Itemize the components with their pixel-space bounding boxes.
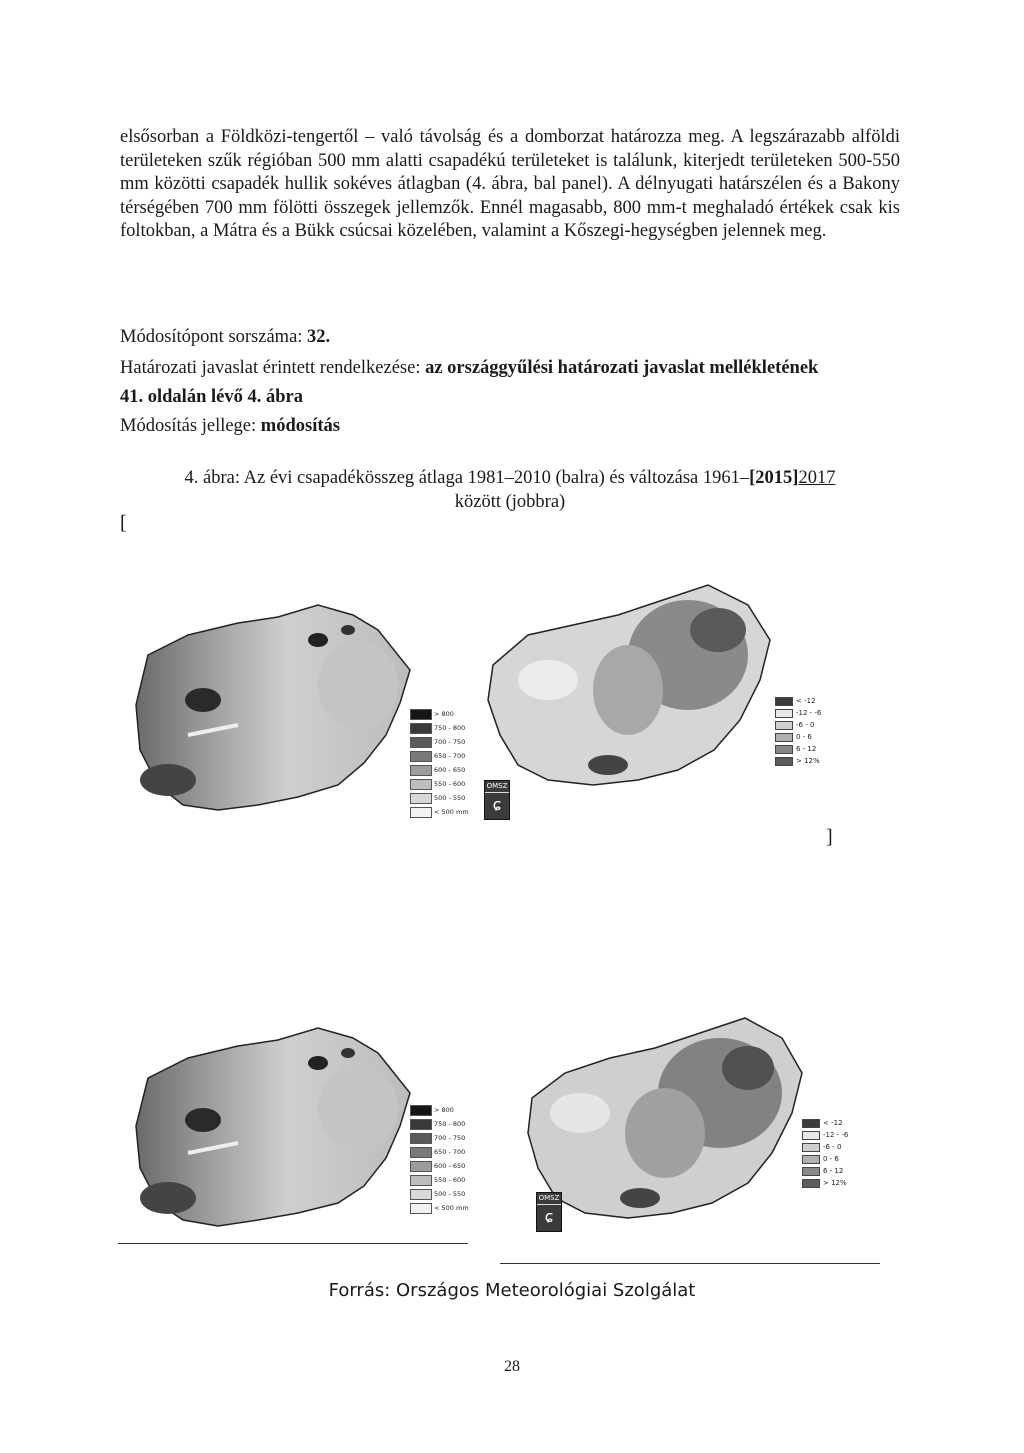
legend-item: < 500 mm: [410, 805, 469, 819]
legend-item: 6 - 12: [775, 743, 821, 755]
legend-item: 700 - 750: [410, 735, 469, 749]
legend-item: > 800: [410, 707, 469, 721]
legend-item: 0 - 6: [775, 731, 821, 743]
omsz-emblem-icon: ɕ: [544, 1207, 554, 1226]
divider-left: [118, 1243, 468, 1244]
divider-right: [500, 1263, 880, 1264]
legend-item: 750 - 800: [410, 1117, 469, 1131]
legend-item: 550 - 600: [410, 1173, 469, 1187]
legend-item: < -12: [802, 1117, 848, 1129]
change-legend-old: [775, 695, 821, 767]
precip-map-old: [128, 585, 418, 820]
precip-map-new: [128, 1008, 418, 1233]
legend-item: -12 - -6: [775, 707, 821, 719]
modification-number: Módosítópont sorszáma: 32.: [120, 327, 331, 347]
change-legend-new: [802, 1117, 848, 1189]
legend-item: 750 - 800: [410, 721, 469, 735]
source-line: Forrás: Országos Meteorológiai Szolgálat: [328, 1280, 696, 1301]
legend-item: 600 - 650: [410, 763, 469, 777]
legend-item: -6 - 0: [775, 719, 821, 731]
inserted-text: 2017: [798, 468, 836, 488]
close-bracket: ]: [826, 826, 833, 848]
legend-item: > 800: [410, 1103, 469, 1117]
precip-legend-old: [410, 707, 469, 819]
legend-item: 650 - 700: [410, 1145, 469, 1159]
legend-item: 500 - 550: [410, 791, 469, 805]
legend-item: 500 - 550: [410, 1187, 469, 1201]
page-number: 28: [504, 1358, 520, 1375]
change-map-old: [478, 570, 778, 800]
legend-item: 0 - 6: [802, 1153, 848, 1165]
affected-provision-cont: 41. oldalán lévő 4. ábra: [120, 387, 303, 407]
legend-item: > 12%: [802, 1177, 848, 1189]
legend-item: < -12: [775, 695, 821, 707]
omsz-emblem-icon: ɕ: [492, 795, 502, 814]
legend-item: 6 - 12: [802, 1165, 848, 1177]
legend-item: 700 - 750: [410, 1131, 469, 1145]
omsz-logo-old: OMSZ ɕ: [484, 780, 510, 820]
precip-legend-new: [410, 1103, 469, 1215]
body-paragraph: elsősorban a Földközi-tengertől – való távolság és a domborzat határozza meg. A legszárazabb alföldi területeken szűk régióban 500 mm alatti csapadékú területeket is találunk, kiterjedt területeken 500-550 mm közötti csapadék hullik sokéves átlagban (4. ábra, bal panel). A délnyugati határszélen és a Bakony térségében 700 mm fölötti összegek jellemzők. Ennél magasabb, 800 mm-t meghaladó értékek csak kis foltokban, a Mátra és a Bükk csúcsai közelében, valamint a Kőszegi-hegységben jelennek meg.: [120, 127, 900, 241]
open-bracket: [: [120, 512, 127, 534]
affected-provision: Határozati javaslat érintett rendelkezése: az országgyűlési határozati javaslat mellékletének: [120, 358, 819, 378]
change-map-new: [520, 1008, 810, 1233]
modification-type: Módosítás jellege: módosítás: [120, 416, 340, 436]
deleted-text: [2015]: [749, 468, 799, 488]
legend-item: 650 - 700: [410, 749, 469, 763]
legend-item: < 500 mm: [410, 1201, 469, 1215]
figure-caption-line2: között (jobbra): [454, 492, 566, 512]
legend-item: 550 - 600: [410, 777, 469, 791]
legend-item: -6 - 0: [802, 1141, 848, 1153]
figure-caption-line1: 4. ábra: Az évi csapadékösszeg átlaga 1981–2010 (balra) és változása 1961–[2015]2017: [184, 468, 836, 488]
omsz-logo-new: OMSZ ɕ: [536, 1192, 562, 1232]
legend-item: -12 - -6: [802, 1129, 848, 1141]
legend-item: 600 - 650: [410, 1159, 469, 1173]
legend-item: > 12%: [775, 755, 821, 767]
